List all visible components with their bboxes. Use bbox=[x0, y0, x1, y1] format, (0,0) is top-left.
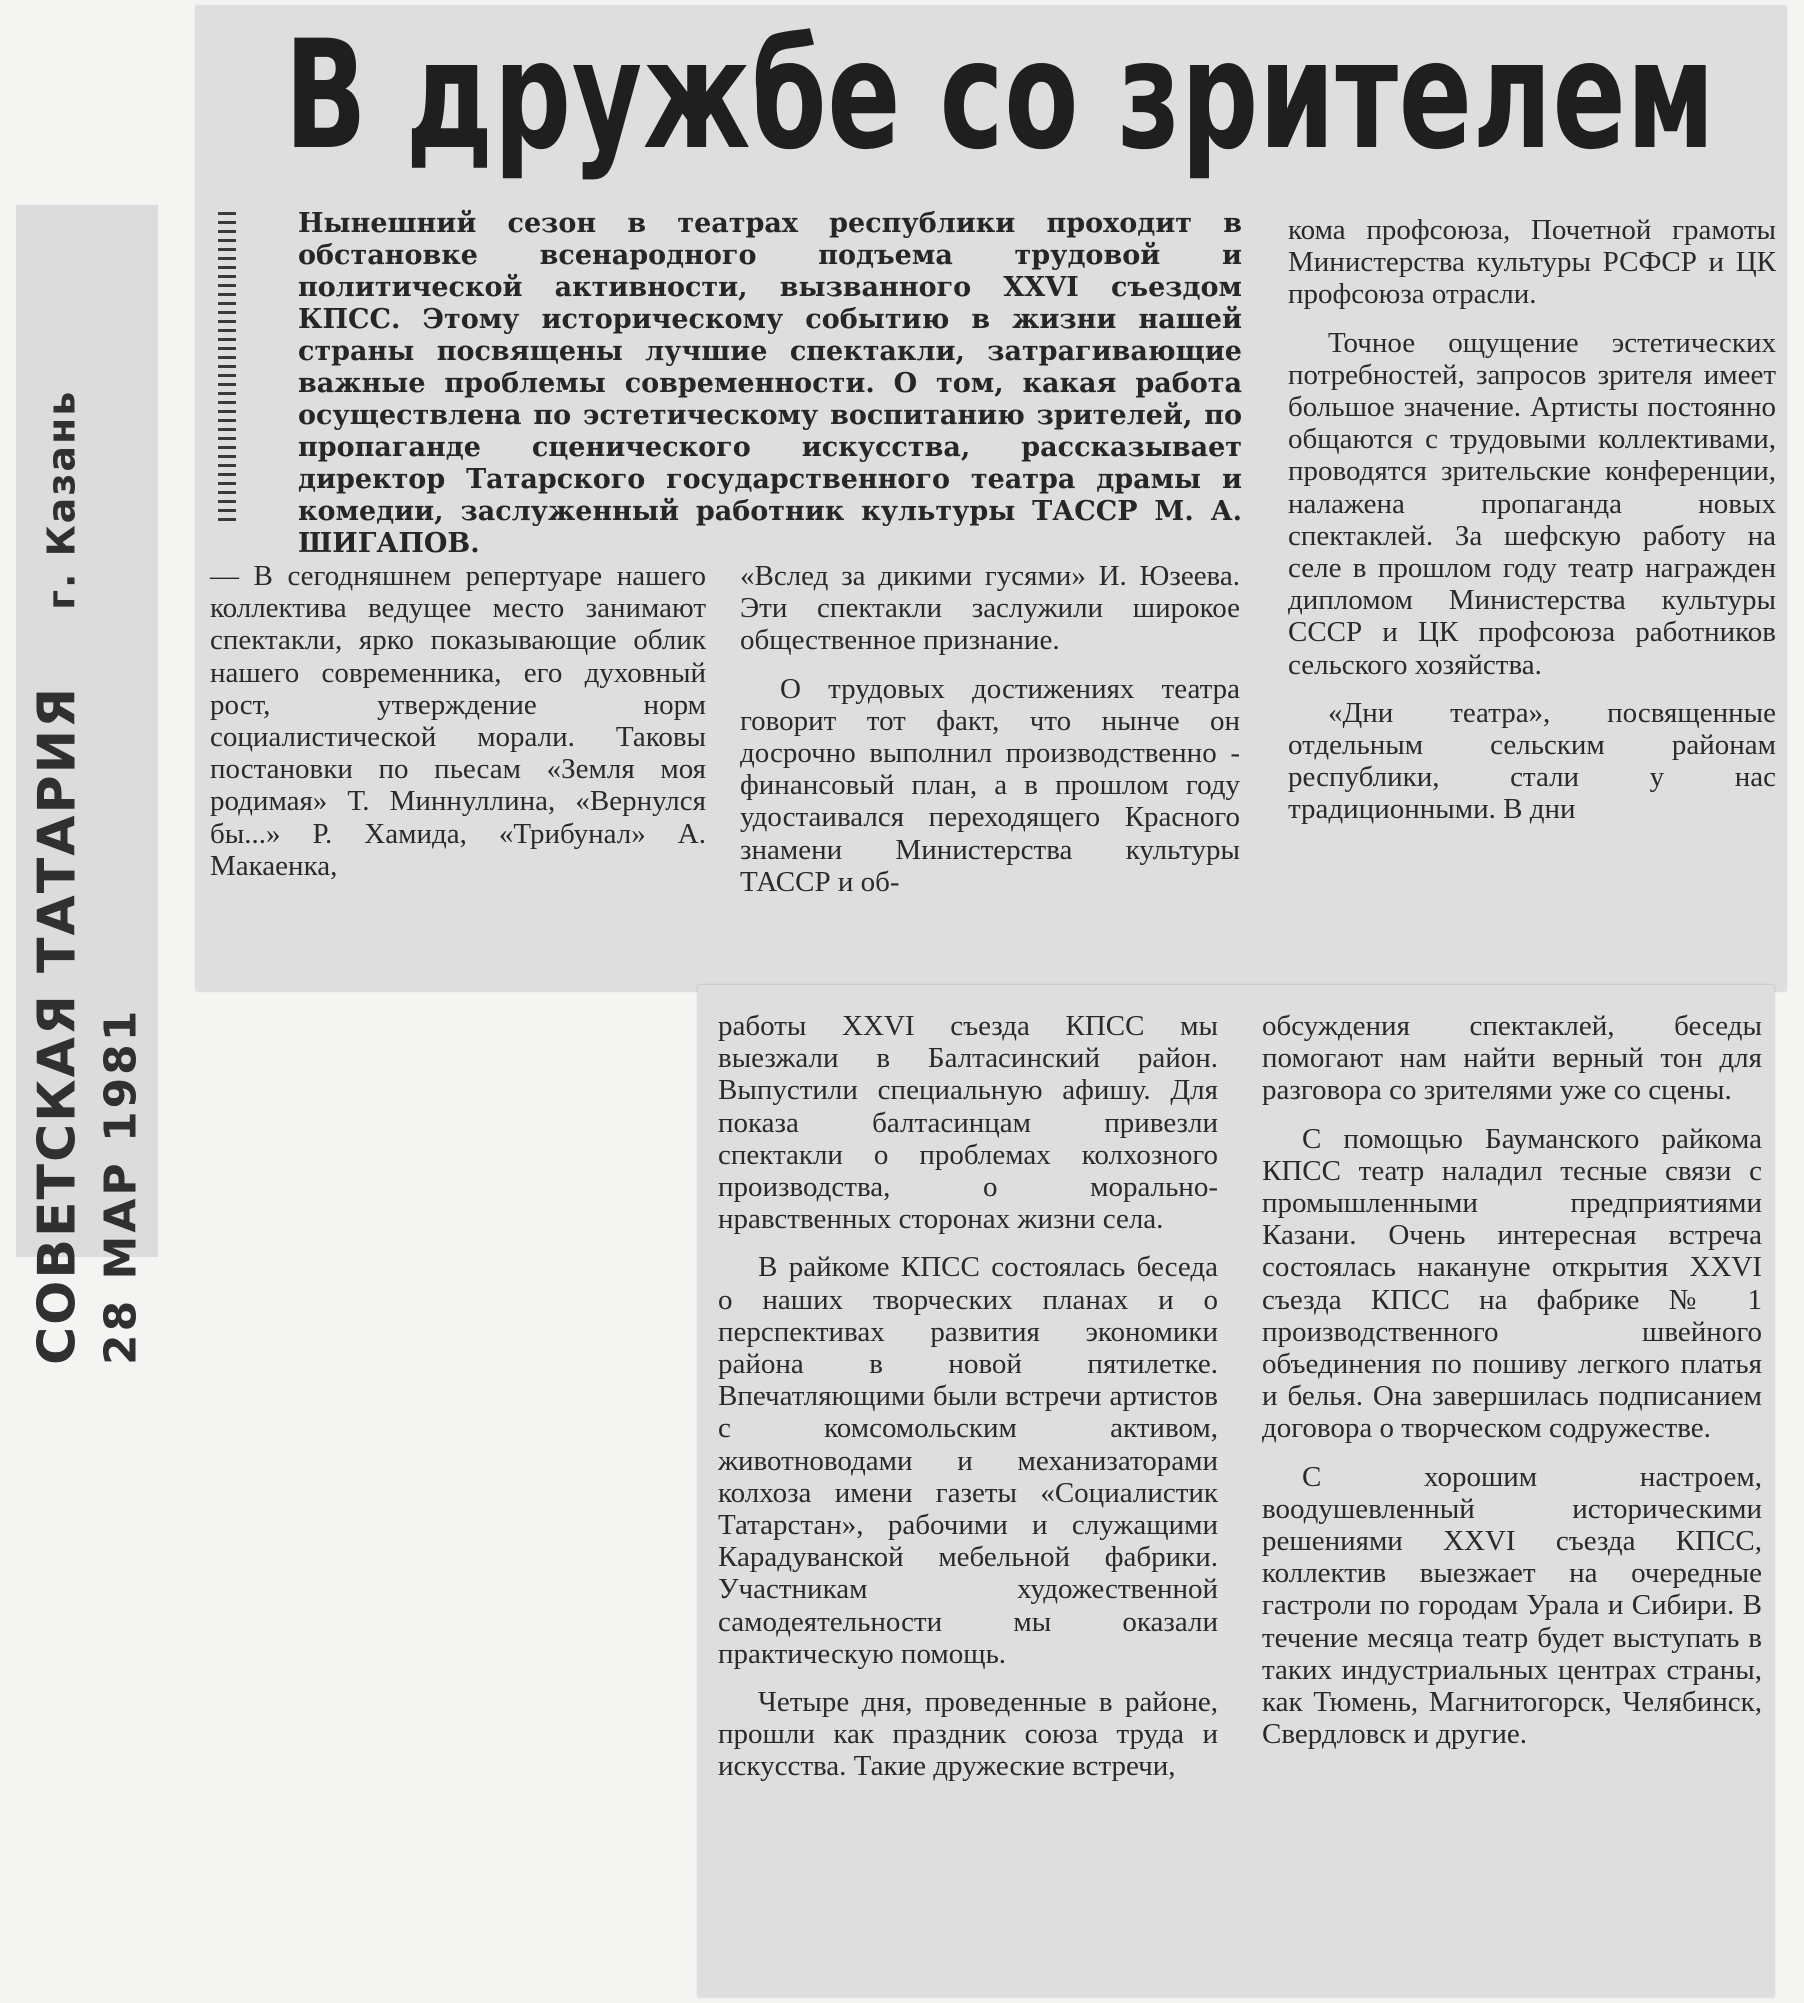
paragraph: «Вслед за дикими гусями» И. Юзеева. Эти спектакли заслужили широкое общественное признание. bbox=[740, 560, 1240, 657]
text-column-5 bbox=[1262, 1010, 1762, 1750]
paragraph: Точное ощущение эстетических потребностей, запросов зрителя имеет большое значение. Артисты постоянно общаются с трудовыми коллективами, проводятся зрительские конференции, налажена пропаганда новых спектаклей. За шефскую работу на селе в прошлом году театр награжден дипломом Министерства культуры СССР и ЦК профсоюза работников сельского хозяйства. bbox=[1288, 326, 1776, 681]
paragraph: С помощью Бауманского райкома КПСС театр наладил тесные связи с промышленными предприятиями Казани. Очень интересная встреча состоялась накануне открытия XXVI съезда КПСС на фабрике № 1 производственного швейного объединения по пошиву легкого платья и белья. Она завершилась подписанием договора о творческом содружестве. bbox=[1262, 1122, 1762, 1445]
stamp-city: г. Казань bbox=[39, 389, 84, 610]
text-column-2 bbox=[740, 560, 1240, 898]
paragraph: кома профсоюза, Почетной грамоты Министерства культуры РСФСР и ЦК профсоюза отрасли. bbox=[1288, 214, 1776, 311]
stamp-date: 28 МАР 1981 bbox=[95, 1007, 147, 1365]
paragraph: обсуждения спектаклей, беседы помогают нам найти верный тон для разговора со зрителями уже со сцены. bbox=[1262, 1010, 1762, 1107]
lead-margin-mark bbox=[218, 212, 236, 522]
paragraph: — В сегодняшнем репертуаре нашего коллектива ведущее место занимают спектакли, ярко показывающие облик нашего современника, его духовный рост, утверждение норм социалистической морали. Таковы постановки по пьесам «Земля моя родимая» Т. Миннуллина, «Вернулся бы...» Р. Хамида, «Трибунал» А. Макаенка, bbox=[210, 560, 706, 882]
paragraph: «Дни театра», посвященные отдельным сельским районам республики, стали у нас традиционными. В дни bbox=[1288, 696, 1776, 826]
article-lead: Нынешний сезон в театрах республики проходит в обстановке всенародного подъема трудовой и политической активности, вызванного XXVI съездом КПСС. Этому историческому событию в жизни нашей страны посвящены лучшие спектакли, затрагивающие важные проблемы современности. О том, какая работа осуществлена по эстетическому воспитанию зрителей, по пропаганде сценического искусства, рассказывает директор Татарского государственного театра драмы и комедии, заслуженный работник культуры ТАССР М. А. ШИГАПОВ. bbox=[298, 208, 1242, 559]
paragraph: О трудовых достижениях театра говорит тот факт, что нынче он досрочно выполнил производственно - финансовый план, а в прошлом году удостаивался переходящего Красного знамени Министерства культуры ТАССР и об- bbox=[740, 672, 1240, 898]
paragraph: Четыре дня, проведенные в районе, прошли как праздник союза труда и искусства. Такие дружеские встречи, bbox=[718, 1686, 1218, 1783]
paragraph: работы XXVI съезда КПСС мы выезжали в Балтасинский район. Выпустили специальную афишу. Для показа балтасинцам привезли спектакли о проблемах колхозного производства, о морально-нравственных сторонах жизни села. bbox=[718, 1010, 1218, 1236]
paragraph: В райкоме КПСС состоялась беседа о наших творческих планах и о перспективах развития экономики района в новой пятилетке. Впечатляющими были встречи артистов с комсомольским активом, животноводами и механизаторами колхоза имени газеты «Социалистик Татарстан», рабочими и служащими Карадуванской мебельной фабрики. Участникам художественной самодеятельности мы оказали практическую помощь. bbox=[718, 1251, 1218, 1670]
article-headline: В дружбе со зрителем bbox=[284, 9, 1716, 183]
date-stamp bbox=[16, 205, 158, 1365]
paragraph: С хорошим настроем, воодушевленный историческими решениями XXVI съезда КПСС, коллектив выезжает на очередные гастроли по городам Урала и Сибири. В течение месяца театр будет выступать в таких индустриальных центрах страны, как Тюмень, Магнитогорск, Челябинск, Свердловск и другие. bbox=[1262, 1460, 1762, 1751]
text-column-1 bbox=[210, 560, 706, 882]
stamp-newspaper: СОВЕТСКАЯ ТАТАРИЯ bbox=[27, 685, 88, 1365]
text-column-4 bbox=[718, 1010, 1218, 1783]
text-column-3 bbox=[1288, 214, 1776, 826]
